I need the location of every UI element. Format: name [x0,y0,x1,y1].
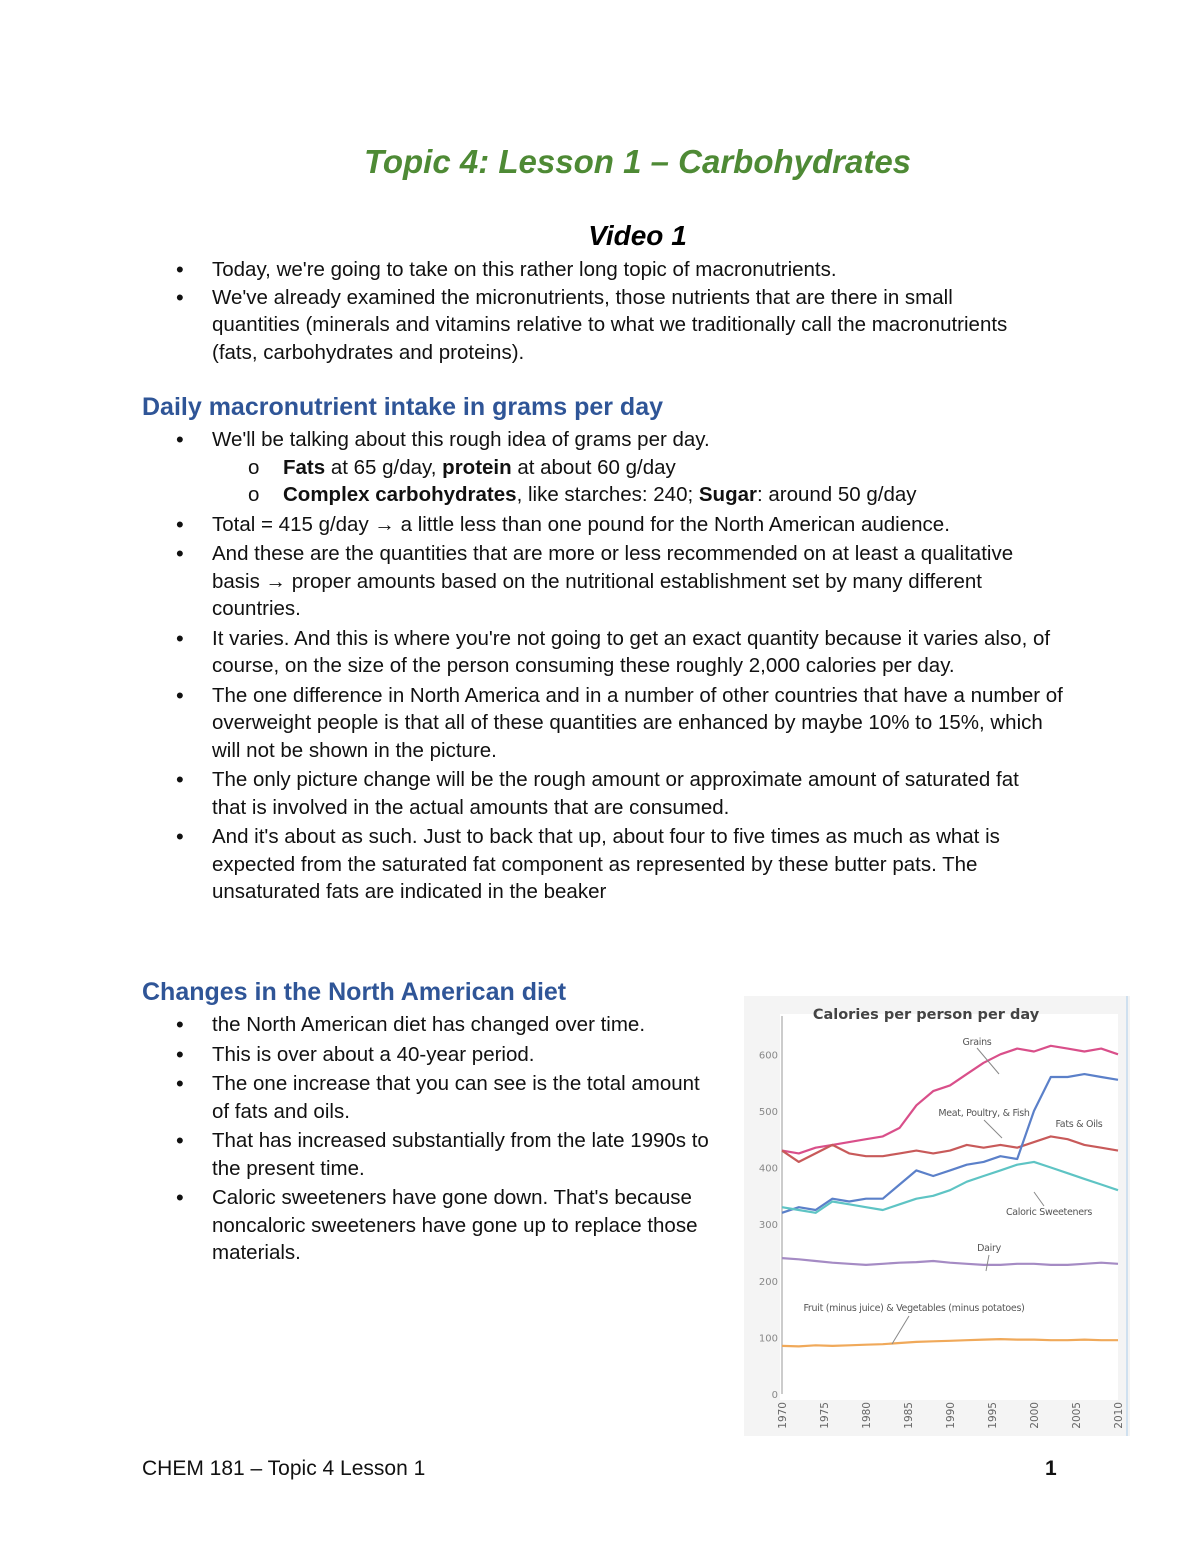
list-item: • That has increased substantially from the late 1990s to the present time. [176,1127,721,1182]
fats-label: Fats [283,455,326,479]
x-tick-label: 1975 [819,1402,831,1429]
y-tick-label: 500 [758,1106,778,1118]
y-tick-label: 200 [758,1276,778,1288]
calories-chart [744,996,1130,1436]
fats-value: at 65 g/day, [325,455,443,479]
list-item: • the North American diet has changed over time. [176,1011,721,1039]
series-label-fruit: Fruit (minus juice) & Vegetables (minus potatoes) [803,1303,1025,1314]
video-bullet-list [176,256,1036,366]
list-item [176,426,1066,509]
list-item: • We've already examined the micronutrients, those nutrients that are there in small quantities (minerals and vitamins relative to what we traditionally call the macronutrients (fats, carbohydrates and proteins). [176,284,1036,367]
x-tick-label: 1990 [945,1402,957,1429]
complex-carbs-label: Complex carbohydrates [283,483,517,506]
sub-list-item [248,481,1066,509]
video-title: Video 1 [588,220,687,251]
series-label-sweeteners: Caloric Sweeteners [1005,1207,1093,1218]
y-tick-label: 0 [771,1390,778,1401]
y-tick-label: 600 [758,1050,778,1062]
page-number: 1 [1045,1457,1057,1480]
x-tick-label: 1985 [903,1402,915,1429]
list-item: • This is over about a 40-year period. [176,1041,721,1069]
series-label-dairy: Dairy [977,1243,1001,1254]
protein-value: at about 60 g/day [511,455,676,479]
series-label-meat: Meat, Poultry, & Fish [938,1108,1030,1119]
list-item-text: We'll be talking about this rough idea of grams per day. [212,428,710,451]
sub-list [212,454,1066,509]
x-tick-label: 2000 [1029,1402,1041,1429]
sugar-label: Sugar [698,483,757,506]
x-tick-label: 2010 [1113,1402,1125,1429]
list-item: • Caloric sweeteners have gone down. That's because noncaloric sweeteners have gone up to replace those materials. [176,1184,721,1267]
footer-course: CHEM 181 – Topic 4 Lesson 1 [142,1457,426,1480]
list-item: • And it's about as such. Just to back that up, about four to five times as much as what is expected from the saturated fat component as represented by these butter pats. The unsaturated fats are indicated in the beaker [176,823,1052,906]
list-item: • The only picture change will be the rough amount or approximate amount of saturated fat that is involved in the actual amounts that are consumed. [176,766,1042,821]
sugar-value: : around 50 g/day [756,483,917,506]
complex-carbs-value: , like starches: 240; [516,483,699,506]
list-item: • Total = 415 g/day → a little less than one pound for the North American audience. [176,511,962,539]
x-tick-label: 1970 [777,1402,789,1429]
list-item: • It varies. And this is where you're not going to get an exact quantity because it varies also, of course, on the size of the person consuming these roughly 2,000 calories per day. [176,625,1052,680]
page-title: Topic 4: Lesson 1 – Carbohydrates [363,143,912,180]
list-item: • And these are the quantities that are more or less recommended on at least a qualitative basis → proper amounts based on the nutritional establishment set by many different countries. [176,540,1066,623]
macronutrient-bullet-list [176,426,1066,906]
y-tick-label: 300 [758,1220,778,1232]
list-item: • Today, we're going to take on this rather long topic of macronutrients. [176,256,1036,284]
diet-bullet-list [176,1011,721,1267]
list-item: • The one increase that you can see is the total amount of fats and oils. [176,1070,721,1125]
section-heading-diet-changes: Changes in the North American diet [142,978,567,1006]
section-heading-macronutrients: Daily macronutrient intake in grams per day [142,393,663,421]
sub-list-item [248,454,1066,482]
list-item: • The one difference in North America and in a number of other countries that have a number of overweight people is that all of these quantities are enhanced by maybe 10% to 15%, which will not be shown in the picture. [176,682,1066,765]
protein-label: protein [442,455,512,479]
y-tick-label: 400 [758,1163,778,1175]
x-tick-label: 1995 [987,1402,999,1429]
x-tick-label: 1980 [861,1402,873,1429]
calories-chart-svg [744,996,1130,1436]
x-tick-label: 2005 [1071,1402,1083,1429]
chart-title: Calories per person per day [812,1007,1040,1023]
y-tick-label: 100 [758,1333,778,1345]
series-label-grains: Grains [962,1037,992,1048]
series-label-fats: Fats & Oils [1055,1119,1103,1130]
